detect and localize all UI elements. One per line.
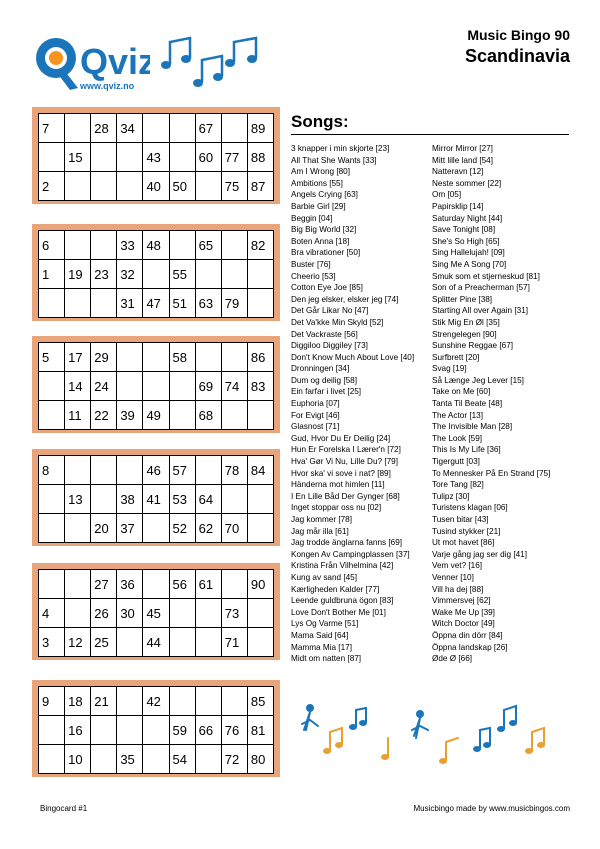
bingo-cell bbox=[169, 231, 195, 260]
song-item: Dronningen [34] bbox=[291, 364, 350, 374]
bingo-cell bbox=[143, 260, 169, 289]
song-item: Tusind stykker [21] bbox=[432, 526, 501, 536]
bingo-cell: 2 bbox=[39, 172, 65, 201]
bingo-cell: 10 bbox=[65, 745, 91, 774]
bingo-cell: 37 bbox=[117, 514, 143, 543]
bingo-cell: 18 bbox=[65, 687, 91, 716]
bingo-card-3 bbox=[32, 336, 280, 433]
bingo-cell bbox=[65, 599, 91, 628]
bingo-cell bbox=[247, 401, 273, 430]
song-item: Tulipz [30] bbox=[432, 491, 470, 501]
bingo-row bbox=[39, 687, 274, 716]
bingo-cell bbox=[143, 745, 169, 774]
bingo-cell: 52 bbox=[169, 514, 195, 543]
bingo-cell bbox=[169, 401, 195, 430]
song-item: Svag [19] bbox=[432, 364, 467, 374]
song-item: The Invisible Man [28] bbox=[432, 422, 513, 432]
song-item: Tusen bitar [43] bbox=[432, 515, 489, 524]
bingo-cell bbox=[221, 485, 247, 514]
song-item: Gud, Hvor Du Er Deilig [24] bbox=[291, 433, 391, 443]
bingo-cell bbox=[117, 456, 143, 485]
bingo-row bbox=[39, 231, 274, 260]
bingo-cell: 48 bbox=[143, 231, 169, 260]
song-item: Wake Me Up [39] bbox=[432, 607, 495, 617]
bingo-cell bbox=[221, 401, 247, 430]
song-item: Angels Crying [63] bbox=[291, 190, 358, 200]
bingo-cell: 55 bbox=[169, 260, 195, 289]
bingo-cell bbox=[221, 570, 247, 599]
card-number: Bingocard #1 bbox=[40, 804, 88, 813]
bingo-cell: 21 bbox=[91, 687, 117, 716]
bingo-cell: 34 bbox=[117, 114, 143, 143]
bingo-cell: 40 bbox=[143, 172, 169, 201]
bingo-cell: 12 bbox=[65, 628, 91, 657]
song-item: Starting All over Again [31] bbox=[432, 306, 529, 316]
bingo-cell bbox=[91, 485, 117, 514]
bingo-cell bbox=[221, 231, 247, 260]
bingo-cell: 41 bbox=[143, 485, 169, 514]
bingo-cell: 27 bbox=[91, 570, 117, 599]
song-item: Vill ha dej [88] bbox=[432, 584, 484, 594]
bingo-cell: 89 bbox=[247, 114, 273, 143]
bingo-cell: 75 bbox=[221, 172, 247, 201]
song-item: Om [05] bbox=[432, 190, 462, 200]
song-item: Så Længe Jeg Lever [15] bbox=[432, 375, 524, 385]
bingo-grid bbox=[38, 686, 274, 774]
bingo-cell: 9 bbox=[39, 687, 65, 716]
song-item: Smuk som et stjerneskud [81] bbox=[432, 271, 540, 281]
bingo-row bbox=[39, 716, 274, 745]
song-item: Det Va'kke Min Skyld [52] bbox=[291, 317, 384, 327]
song-item: The Look [59] bbox=[432, 433, 483, 443]
song-item: Take on Me [60] bbox=[432, 387, 491, 397]
bingo-cell: 80 bbox=[247, 745, 273, 774]
bingo-cell: 83 bbox=[247, 372, 273, 401]
song-item: Splitter Pine [38] bbox=[432, 294, 493, 304]
song-item: Sunshine Reggae [67] bbox=[432, 341, 514, 351]
bingo-cell bbox=[221, 114, 247, 143]
song-item: Öppna landskap [26] bbox=[432, 642, 508, 652]
song-item: 3 knapper i min skjorte [23] bbox=[291, 144, 390, 153]
song-item: The Actor [13] bbox=[432, 410, 483, 420]
bingo-row bbox=[39, 514, 274, 543]
bingo-cell bbox=[65, 456, 91, 485]
song-item: Cotton Eye Joe [85] bbox=[291, 283, 363, 293]
bingo-cell bbox=[39, 716, 65, 745]
bingo-cell: 81 bbox=[247, 716, 273, 745]
bingo-cell: 67 bbox=[195, 114, 221, 143]
bingo-cell bbox=[143, 514, 169, 543]
song-item: Ambitions [55] bbox=[291, 178, 343, 188]
bingo-cell bbox=[143, 570, 169, 599]
song-item: Inget stoppar oss nu [02] bbox=[291, 503, 382, 513]
bingo-row bbox=[39, 143, 274, 172]
bingo-cell: 88 bbox=[247, 143, 273, 172]
song-item: Tore Tang [82] bbox=[432, 480, 484, 490]
song-item: Am I Wrong [80] bbox=[291, 167, 351, 177]
bingo-cell bbox=[91, 231, 117, 260]
credit-text: Musicbingo made by www.musicbingos.com bbox=[413, 804, 570, 813]
song-item: For Evigt [46] bbox=[291, 410, 340, 420]
bingo-cell bbox=[91, 143, 117, 172]
bingo-cell bbox=[247, 628, 273, 657]
logo-url-text: www.qviz.no bbox=[80, 81, 135, 91]
bingo-cell bbox=[169, 687, 195, 716]
bingo-card-4 bbox=[32, 449, 280, 546]
bingo-cell bbox=[65, 231, 91, 260]
song-item: Beggin [04] bbox=[291, 213, 333, 223]
title-line-1: Music Bingo 90 bbox=[467, 27, 570, 43]
bingo-cell: 58 bbox=[169, 343, 195, 372]
song-item: Lys Og Varme [51] bbox=[291, 619, 359, 629]
bingo-cell bbox=[65, 514, 91, 543]
bingo-cell: 43 bbox=[143, 143, 169, 172]
bingo-cell bbox=[117, 687, 143, 716]
song-item: Ein farfar i livet [25] bbox=[291, 387, 362, 397]
bingo-cell bbox=[143, 716, 169, 745]
bingo-cell: 26 bbox=[91, 599, 117, 628]
song-item: Den jeg elsker, elsker jeg [74] bbox=[291, 294, 399, 304]
logo-brand-text: Qviz bbox=[80, 41, 150, 82]
bingo-cell: 86 bbox=[247, 343, 273, 372]
bingo-cell bbox=[65, 172, 91, 201]
bingo-cell: 17 bbox=[65, 343, 91, 372]
bingo-cell bbox=[91, 456, 117, 485]
bingo-row bbox=[39, 456, 274, 485]
bingo-cell: 35 bbox=[117, 745, 143, 774]
bingo-cell bbox=[39, 401, 65, 430]
bingo-cell: 82 bbox=[247, 231, 273, 260]
song-item: Venner [10] bbox=[432, 572, 474, 582]
bingo-cell bbox=[169, 114, 195, 143]
bingo-grid bbox=[38, 113, 274, 201]
song-item: Mitt lille land [54] bbox=[432, 155, 493, 165]
bingo-row bbox=[39, 343, 274, 372]
bingo-cell: 22 bbox=[91, 401, 117, 430]
bingo-cell: 57 bbox=[169, 456, 195, 485]
song-item: Det Vackraste [56] bbox=[291, 329, 358, 339]
song-item: Vimmersvej [62] bbox=[432, 596, 491, 606]
bingo-cell: 33 bbox=[117, 231, 143, 260]
bingo-cell: 62 bbox=[195, 514, 221, 543]
bingo-cell: 56 bbox=[169, 570, 195, 599]
bingo-cell bbox=[39, 289, 65, 318]
bingo-cell bbox=[247, 514, 273, 543]
bingo-cell: 24 bbox=[91, 372, 117, 401]
bingo-cell bbox=[195, 687, 221, 716]
bingo-cell: 72 bbox=[221, 745, 247, 774]
bingo-cell: 71 bbox=[221, 628, 247, 657]
bingo-cell: 38 bbox=[117, 485, 143, 514]
bingo-cell: 20 bbox=[91, 514, 117, 543]
song-item: Ut mot havet [86] bbox=[432, 538, 495, 548]
bingo-cell bbox=[65, 114, 91, 143]
song-item: Dum og deilig [58] bbox=[291, 375, 357, 385]
song-item: Sing Hallelujah! [09] bbox=[432, 248, 505, 258]
bingo-cell: 15 bbox=[65, 143, 91, 172]
bingo-cell bbox=[117, 143, 143, 172]
song-item: Jag trodde änglarna fanns [69] bbox=[291, 538, 403, 548]
dancing-music-illustration bbox=[296, 700, 558, 768]
qviz-logo bbox=[30, 34, 150, 94]
song-item: Bra vibrationer [50] bbox=[291, 248, 361, 258]
bingo-cell bbox=[195, 599, 221, 628]
bingo-cell: 23 bbox=[91, 260, 117, 289]
song-item: Witch Doctor [49] bbox=[432, 619, 495, 629]
song-item: Big Big World [32] bbox=[291, 225, 357, 235]
page-title bbox=[465, 26, 570, 68]
title-line-2: Scandinavia bbox=[464, 46, 570, 66]
bingo-cell bbox=[195, 172, 221, 201]
bingo-cell: 85 bbox=[247, 687, 273, 716]
bingo-cell bbox=[221, 343, 247, 372]
song-item: Hun Er Forelska I Lærer'n [72] bbox=[291, 445, 401, 455]
bingo-cell: 3 bbox=[39, 628, 65, 657]
song-item: Stik Mig En Øl [35] bbox=[432, 317, 500, 327]
song-item: I En Lille Båd Der Gynger [68] bbox=[291, 491, 400, 501]
bingo-cell: 87 bbox=[247, 172, 273, 201]
bingo-cell bbox=[91, 745, 117, 774]
bingo-cell bbox=[91, 172, 117, 201]
bingo-row bbox=[39, 485, 274, 514]
song-item: Tigergutt [03] bbox=[432, 457, 480, 467]
bingo-grid bbox=[38, 230, 274, 318]
bingo-grid bbox=[38, 455, 274, 543]
bingo-cell: 53 bbox=[169, 485, 195, 514]
bingo-cell bbox=[117, 628, 143, 657]
bingo-cell: 61 bbox=[195, 570, 221, 599]
qviz-logo-graphic bbox=[30, 34, 150, 94]
bingo-grid bbox=[38, 569, 274, 657]
bingo-cell: 54 bbox=[169, 745, 195, 774]
bingo-cell: 30 bbox=[117, 599, 143, 628]
music-notes-icon bbox=[160, 36, 265, 92]
song-item: Öppna din dörr [84] bbox=[432, 630, 503, 640]
bingo-cell: 28 bbox=[91, 114, 117, 143]
bingo-cell: 79 bbox=[221, 289, 247, 318]
bingo-cell bbox=[169, 599, 195, 628]
bingo-cell bbox=[91, 289, 117, 318]
bingo-cell: 63 bbox=[195, 289, 221, 318]
bingo-cell bbox=[169, 372, 195, 401]
song-item: Papirsklip [14] bbox=[432, 201, 484, 211]
bingo-cell: 66 bbox=[195, 716, 221, 745]
bingo-cell: 60 bbox=[195, 143, 221, 172]
bingo-cell: 77 bbox=[221, 143, 247, 172]
bingo-cell: 45 bbox=[143, 599, 169, 628]
song-item: Kærligheden Kalder [77] bbox=[291, 584, 380, 594]
bingo-cell bbox=[65, 289, 91, 318]
bingo-cell: 51 bbox=[169, 289, 195, 318]
bingo-row bbox=[39, 401, 274, 430]
bingo-card-5 bbox=[32, 563, 280, 660]
bingo-cell bbox=[221, 687, 247, 716]
song-item: Mamma Mia [17] bbox=[291, 642, 352, 652]
song-item: Kongen Av Campingplassen [37] bbox=[291, 549, 410, 559]
song-item: Jag kommer [78] bbox=[291, 515, 352, 524]
song-item: Leende guldbruna ögon [83] bbox=[291, 596, 394, 606]
bingo-cell bbox=[195, 745, 221, 774]
song-item: Boten Anna [18] bbox=[291, 236, 350, 246]
bingo-cell: 46 bbox=[143, 456, 169, 485]
bingo-cell bbox=[247, 485, 273, 514]
song-item: Mama Said [64] bbox=[291, 630, 349, 640]
bingo-cell bbox=[247, 599, 273, 628]
song-item: Det Går Likar No [47] bbox=[291, 306, 369, 316]
bingo-cell: 84 bbox=[247, 456, 273, 485]
bingo-cell bbox=[195, 343, 221, 372]
bingo-cell bbox=[117, 372, 143, 401]
song-item: Love Don't Bother Me [01] bbox=[291, 607, 386, 617]
bingo-cell bbox=[143, 343, 169, 372]
bingo-cell bbox=[39, 570, 65, 599]
bingo-cell: 78 bbox=[221, 456, 247, 485]
song-item: Midt om natten [87] bbox=[291, 654, 362, 664]
bingo-cell bbox=[221, 260, 247, 289]
song-item: To Mennesker På En Strand [75] bbox=[432, 468, 551, 478]
bingo-cell: 7 bbox=[39, 114, 65, 143]
bingo-cell: 76 bbox=[221, 716, 247, 745]
bingo-cell: 31 bbox=[117, 289, 143, 318]
song-item: Buster [76] bbox=[291, 259, 331, 269]
song-item: Surfbrett [20] bbox=[432, 352, 480, 362]
bingo-cell: 16 bbox=[65, 716, 91, 745]
song-item: Øde Ø [66] bbox=[432, 654, 473, 664]
song-item: Kung av sand [45] bbox=[291, 572, 358, 582]
song-item: Sing Me A Song [70] bbox=[432, 259, 507, 269]
bingo-cell bbox=[117, 716, 143, 745]
song-item: Euphoria [07] bbox=[291, 399, 340, 409]
bingo-cell: 44 bbox=[143, 628, 169, 657]
bingo-cell bbox=[195, 260, 221, 289]
song-item: Vem vet? [16] bbox=[432, 561, 483, 571]
bingo-row bbox=[39, 570, 274, 599]
song-item: Hva' Gør Vi Nu, Lille Du? [79] bbox=[291, 457, 398, 467]
bingo-cell bbox=[91, 716, 117, 745]
bingo-cell: 59 bbox=[169, 716, 195, 745]
bingo-row bbox=[39, 628, 274, 657]
bingo-cell: 19 bbox=[65, 260, 91, 289]
bingo-cell bbox=[39, 745, 65, 774]
song-item: Don't Know Much About Love [40] bbox=[291, 352, 415, 362]
song-item: Neste sommer [22] bbox=[432, 178, 502, 188]
song-item: Save Tonight [08] bbox=[432, 225, 496, 235]
bingo-card-6 bbox=[32, 680, 280, 777]
song-item: Mirror Mirror [27] bbox=[432, 144, 493, 153]
bingo-cell bbox=[143, 114, 169, 143]
bingo-cell: 36 bbox=[117, 570, 143, 599]
song-item: Tanta Til Beate [48] bbox=[432, 399, 503, 409]
bingo-cell bbox=[195, 456, 221, 485]
bingo-cell: 70 bbox=[221, 514, 247, 543]
songs-heading: Songs: bbox=[291, 112, 349, 131]
song-item: Kristina Från Vilhelmina [42] bbox=[291, 561, 394, 571]
song-item: She's So High [65] bbox=[432, 236, 500, 246]
song-item: Strengelegen [90] bbox=[432, 329, 497, 339]
bingo-cell bbox=[247, 289, 273, 318]
bingo-cell: 49 bbox=[143, 401, 169, 430]
bingo-cell bbox=[195, 628, 221, 657]
bingo-cell: 14 bbox=[65, 372, 91, 401]
bingo-cell bbox=[143, 372, 169, 401]
song-item: This Is My Life [36] bbox=[432, 445, 501, 455]
song-item: Saturday Night [44] bbox=[432, 213, 503, 223]
bingo-cell: 29 bbox=[91, 343, 117, 372]
bingo-row bbox=[39, 289, 274, 318]
song-item: Varje gång jag ser dig [41] bbox=[432, 549, 527, 559]
bingo-cell: 11 bbox=[65, 401, 91, 430]
bingo-row bbox=[39, 260, 274, 289]
songs-column-2 bbox=[432, 143, 550, 665]
bingo-cell: 73 bbox=[221, 599, 247, 628]
bingo-cell: 39 bbox=[117, 401, 143, 430]
bingo-cell: 69 bbox=[195, 372, 221, 401]
bingo-cell: 8 bbox=[39, 456, 65, 485]
song-item: Cheerio [53] bbox=[291, 271, 336, 281]
bingo-cell bbox=[65, 570, 91, 599]
bingo-row bbox=[39, 114, 274, 143]
song-item: Jag mår illa [61] bbox=[291, 526, 349, 536]
song-item: Natteravn [12] bbox=[432, 167, 484, 177]
song-item: Hvor ska' vi sove i nat? [89] bbox=[291, 468, 391, 478]
bingo-cell: 42 bbox=[143, 687, 169, 716]
bingo-cell: 13 bbox=[65, 485, 91, 514]
bingo-cell: 6 bbox=[39, 231, 65, 260]
bingo-cell: 65 bbox=[195, 231, 221, 260]
bingo-cell: 4 bbox=[39, 599, 65, 628]
bingo-cell bbox=[39, 143, 65, 172]
bingo-cell: 64 bbox=[195, 485, 221, 514]
song-item: Barbie Girl [29] bbox=[291, 201, 346, 211]
bingo-row bbox=[39, 599, 274, 628]
songs-column-1 bbox=[291, 143, 414, 665]
song-item: Diggiloo Diggiley [73] bbox=[291, 341, 368, 351]
bingo-cell bbox=[247, 260, 273, 289]
bingo-cell: 5 bbox=[39, 343, 65, 372]
bingo-cell: 47 bbox=[143, 289, 169, 318]
bingo-card-2 bbox=[32, 224, 280, 321]
bingo-cell bbox=[39, 485, 65, 514]
bingo-cell: 25 bbox=[91, 628, 117, 657]
bingo-cell: 74 bbox=[221, 372, 247, 401]
bingo-cell bbox=[117, 343, 143, 372]
divider bbox=[291, 134, 569, 135]
bingo-row bbox=[39, 372, 274, 401]
bingo-row bbox=[39, 745, 274, 774]
song-item: Glasnost [71] bbox=[291, 422, 340, 432]
bingo-cell: 90 bbox=[247, 570, 273, 599]
bingo-cell: 1 bbox=[39, 260, 65, 289]
bingo-cell bbox=[39, 372, 65, 401]
bingo-cell: 50 bbox=[169, 172, 195, 201]
bingo-grid bbox=[38, 342, 274, 430]
bingo-cell bbox=[169, 628, 195, 657]
bingo-cell bbox=[117, 172, 143, 201]
bingo-card-1 bbox=[32, 107, 280, 204]
bingo-cell bbox=[169, 143, 195, 172]
bingo-cell: 68 bbox=[195, 401, 221, 430]
song-item: Son of a Preacherman [57] bbox=[432, 283, 530, 293]
song-item: All That She Wants [33] bbox=[291, 155, 377, 165]
bingo-row bbox=[39, 172, 274, 201]
song-item: Turistens klagan [06] bbox=[432, 503, 508, 513]
bingo-cell bbox=[39, 514, 65, 543]
song-item: Händerna mot himlen [11] bbox=[291, 480, 385, 490]
bingo-cell: 32 bbox=[117, 260, 143, 289]
